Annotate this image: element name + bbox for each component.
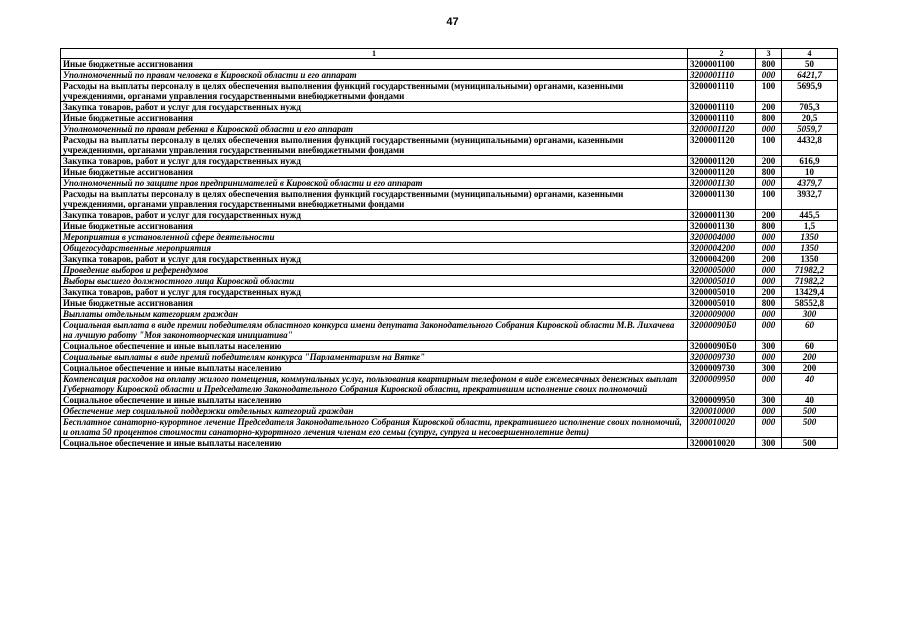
table-row — [61, 395, 838, 406]
row-amount: 1350 — [782, 254, 838, 265]
row-code: 3200001120 — [688, 167, 756, 178]
page-number: 47 — [446, 16, 459, 28]
table-row — [61, 156, 838, 167]
row-name: Закупка товаров, работ и услуг для государственных нужд — [61, 156, 688, 167]
row-code: 3200001130 — [688, 178, 756, 189]
row-name: Закупка товаров, работ и услуг для государственных нужд — [61, 287, 688, 298]
table-row — [61, 309, 838, 320]
table-row — [61, 59, 838, 70]
row-expense-type: 300 — [756, 363, 782, 374]
row-name: Иные бюджетные ассигнования — [61, 298, 688, 309]
row-name: Уполномоченный по правам ребенка в Кировской области и его аппарат — [61, 124, 688, 135]
row-amount: 3932,7 — [782, 189, 838, 210]
row-expense-type: 800 — [756, 167, 782, 178]
row-code: 32000090Б0 — [688, 320, 756, 341]
table-row — [61, 374, 838, 395]
header-col-4: 4 — [782, 49, 838, 59]
row-code: 3200001130 — [688, 221, 756, 232]
row-name: Уполномоченный по защите прав предпринимателей в Кировской области и его аппарат — [61, 178, 688, 189]
table-row — [61, 298, 838, 309]
header-col-2: 2 — [688, 49, 756, 59]
table-row — [61, 167, 838, 178]
table-row — [61, 81, 838, 102]
row-name: Расходы на выплаты персоналу в целях обеспечения выполнения функций государственными (муниципальными) органами, казенными учреждениями, органами управления государственными внебюджетными фондами — [61, 81, 688, 102]
row-code: 3200009730 — [688, 363, 756, 374]
row-amount: 500 — [782, 417, 838, 438]
row-amount: 6421,7 — [782, 70, 838, 81]
header-col-1: 1 — [61, 49, 688, 59]
row-name: Обеспечение мер социальной поддержки отдельных категорий граждан — [61, 406, 688, 417]
row-name: Бесплатное санаторно-курортное лечение Председателя Законодательного Собрания Кировской области, прекратившего исполнение своих полномочий, и оплата 50 процентов стоимости санаторно-курортного лечения членам его семьи (супруг, супруга и несовершеннолетние дети) — [61, 417, 688, 438]
table-row — [61, 320, 838, 341]
row-code: 3200010020 — [688, 417, 756, 438]
row-expense-type: 000 — [756, 406, 782, 417]
row-expense-type: 100 — [756, 189, 782, 210]
row-expense-type: 000 — [756, 276, 782, 287]
row-code: 3200010020 — [688, 438, 756, 449]
table-header-row — [61, 49, 838, 59]
row-amount: 616,9 — [782, 156, 838, 167]
row-amount: 4432,8 — [782, 135, 838, 156]
row-code: 3200001110 — [688, 70, 756, 81]
row-expense-type: 000 — [756, 309, 782, 320]
row-expense-type: 000 — [756, 124, 782, 135]
row-expense-type: 800 — [756, 298, 782, 309]
row-expense-type: 300 — [756, 341, 782, 352]
row-expense-type: 000 — [756, 374, 782, 395]
row-name: Уполномоченный по правам человека в Кировской области и его аппарат — [61, 70, 688, 81]
row-code: 3200001130 — [688, 189, 756, 210]
row-name: Выплаты отдельным категориям граждан — [61, 309, 688, 320]
row-name: Расходы на выплаты персоналу в целях обеспечения выполнения функций государственными (муниципальными) органами, казенными учреждениями, органами управления государственными внебюджетными фондами — [61, 135, 688, 156]
row-name: Иные бюджетные ассигнования — [61, 167, 688, 178]
row-code: 3200001120 — [688, 124, 756, 135]
row-name: Выборы высшего должностного лица Кировской области — [61, 276, 688, 287]
row-name: Закупка товаров, работ и услуг для государственных нужд — [61, 210, 688, 221]
row-amount: 13429,4 — [782, 287, 838, 298]
table-row — [61, 276, 838, 287]
row-name: Иные бюджетные ассигнования — [61, 221, 688, 232]
row-code: 3200001120 — [688, 156, 756, 167]
table-row — [61, 243, 838, 254]
row-code: 3200004200 — [688, 243, 756, 254]
row-amount: 200 — [782, 352, 838, 363]
row-amount: 58552,8 — [782, 298, 838, 309]
row-amount: 71982,2 — [782, 276, 838, 287]
table-row — [61, 210, 838, 221]
row-amount: 1350 — [782, 232, 838, 243]
row-expense-type: 200 — [756, 156, 782, 167]
row-amount: 705,3 — [782, 102, 838, 113]
row-name: Расходы на выплаты персоналу в целях обеспечения выполнения функций государственными (муниципальными) органами, казенными учреждениями, органами управления государственными внебюджетными фондами — [61, 189, 688, 210]
row-amount: 40 — [782, 374, 838, 395]
row-code: 3200005010 — [688, 287, 756, 298]
table-row — [61, 254, 838, 265]
row-code: 32000090Б0 — [688, 341, 756, 352]
table-row — [61, 70, 838, 81]
row-expense-type: 200 — [756, 210, 782, 221]
row-expense-type: 000 — [756, 417, 782, 438]
row-name: Социальная выплата в виде премии победителям областного конкурса имени депутата Законодательного Собрания Кировской области М.В. Лихачева на лучшую работу "Моя законотворческая инициатива" — [61, 320, 688, 341]
row-name: Социальное обеспечение и иные выплаты населению — [61, 438, 688, 449]
row-code: 3200009000 — [688, 309, 756, 320]
row-code: 3200005010 — [688, 298, 756, 309]
row-amount: 40 — [782, 395, 838, 406]
row-code: 3200001110 — [688, 102, 756, 113]
row-code: 3200005010 — [688, 276, 756, 287]
row-expense-type: 800 — [756, 221, 782, 232]
row-expense-type: 000 — [756, 70, 782, 81]
table-row — [61, 287, 838, 298]
row-code: 3200001130 — [688, 210, 756, 221]
row-name: Проведение выборов и референдумов — [61, 265, 688, 276]
row-name: Закупка товаров, работ и услуг для государственных нужд — [61, 102, 688, 113]
row-expense-type: 000 — [756, 320, 782, 341]
table-row — [61, 341, 838, 352]
row-expense-type: 100 — [756, 81, 782, 102]
row-name: Общегосударственные мероприятия — [61, 243, 688, 254]
table-row — [61, 124, 838, 135]
row-name: Иные бюджетные ассигнования — [61, 59, 688, 70]
row-amount: 60 — [782, 320, 838, 341]
row-amount: 200 — [782, 363, 838, 374]
row-expense-type: 000 — [756, 265, 782, 276]
row-code: 3200010000 — [688, 406, 756, 417]
row-expense-type: 800 — [756, 113, 782, 124]
row-code: 3200001110 — [688, 81, 756, 102]
row-code: 3200009730 — [688, 352, 756, 363]
table-row — [61, 189, 838, 210]
header-col-3: 3 — [756, 49, 782, 59]
table-row — [61, 135, 838, 156]
row-code: 3200001120 — [688, 135, 756, 156]
row-amount: 60 — [782, 341, 838, 352]
row-amount: 71982,2 — [782, 265, 838, 276]
row-amount: 300 — [782, 309, 838, 320]
row-amount: 500 — [782, 406, 838, 417]
row-amount: 5059,7 — [782, 124, 838, 135]
row-code: 3200004200 — [688, 254, 756, 265]
row-code: 3200001100 — [688, 59, 756, 70]
table-row — [61, 265, 838, 276]
row-expense-type: 000 — [756, 243, 782, 254]
row-expense-type: 300 — [756, 395, 782, 406]
table-row — [61, 352, 838, 363]
row-expense-type: 000 — [756, 232, 782, 243]
row-code: 3200001110 — [688, 113, 756, 124]
row-amount: 50 — [782, 59, 838, 70]
row-amount: 445,5 — [782, 210, 838, 221]
row-expense-type: 800 — [756, 59, 782, 70]
row-name: Иные бюджетные ассигнования — [61, 113, 688, 124]
row-name: Социальное обеспечение и иные выплаты населению — [61, 395, 688, 406]
row-expense-type: 200 — [756, 254, 782, 265]
row-amount: 20,5 — [782, 113, 838, 124]
row-amount: 500 — [782, 438, 838, 449]
row-expense-type: 300 — [756, 438, 782, 449]
row-name: Социальное обеспечение и иные выплаты населению — [61, 363, 688, 374]
row-expense-type: 100 — [756, 135, 782, 156]
row-expense-type: 200 — [756, 102, 782, 113]
row-amount: 4379,7 — [782, 178, 838, 189]
row-amount: 1,5 — [782, 221, 838, 232]
table-row — [61, 406, 838, 417]
row-expense-type: 000 — [756, 178, 782, 189]
row-amount: 10 — [782, 167, 838, 178]
table-row — [61, 221, 838, 232]
row-code: 3200009950 — [688, 374, 756, 395]
table-row — [61, 232, 838, 243]
row-name: Закупка товаров, работ и услуг для государственных нужд — [61, 254, 688, 265]
table-row — [61, 438, 838, 449]
row-amount: 1350 — [782, 243, 838, 254]
row-code: 3200009950 — [688, 395, 756, 406]
row-amount: 5695,9 — [782, 81, 838, 102]
row-code: 3200005000 — [688, 265, 756, 276]
table-row — [61, 417, 838, 438]
row-name: Компенсация расходов на оплату жилого помещения, коммунальных услуг, пользования квартирным телефоном в виде ежемесячных денежных выплат Губернатору Кировской области и Председателю Законодательного Собрания Кировской области, прекратившим исполнение своих полномочий — [61, 374, 688, 395]
table-row — [61, 363, 838, 374]
row-name: Социальное обеспечение и иные выплаты населению — [61, 341, 688, 352]
row-code: 3200004000 — [688, 232, 756, 243]
table-row — [61, 178, 838, 189]
row-name: Мероприятия в установленной сфере деятельности — [61, 232, 688, 243]
row-expense-type: 000 — [756, 352, 782, 363]
table-row — [61, 102, 838, 113]
budget-table — [60, 48, 838, 449]
row-expense-type: 200 — [756, 287, 782, 298]
table-row — [61, 113, 838, 124]
row-name: Социальные выплаты в виде премий победителям конкурса "Парламентаризм на Вятке" — [61, 352, 688, 363]
